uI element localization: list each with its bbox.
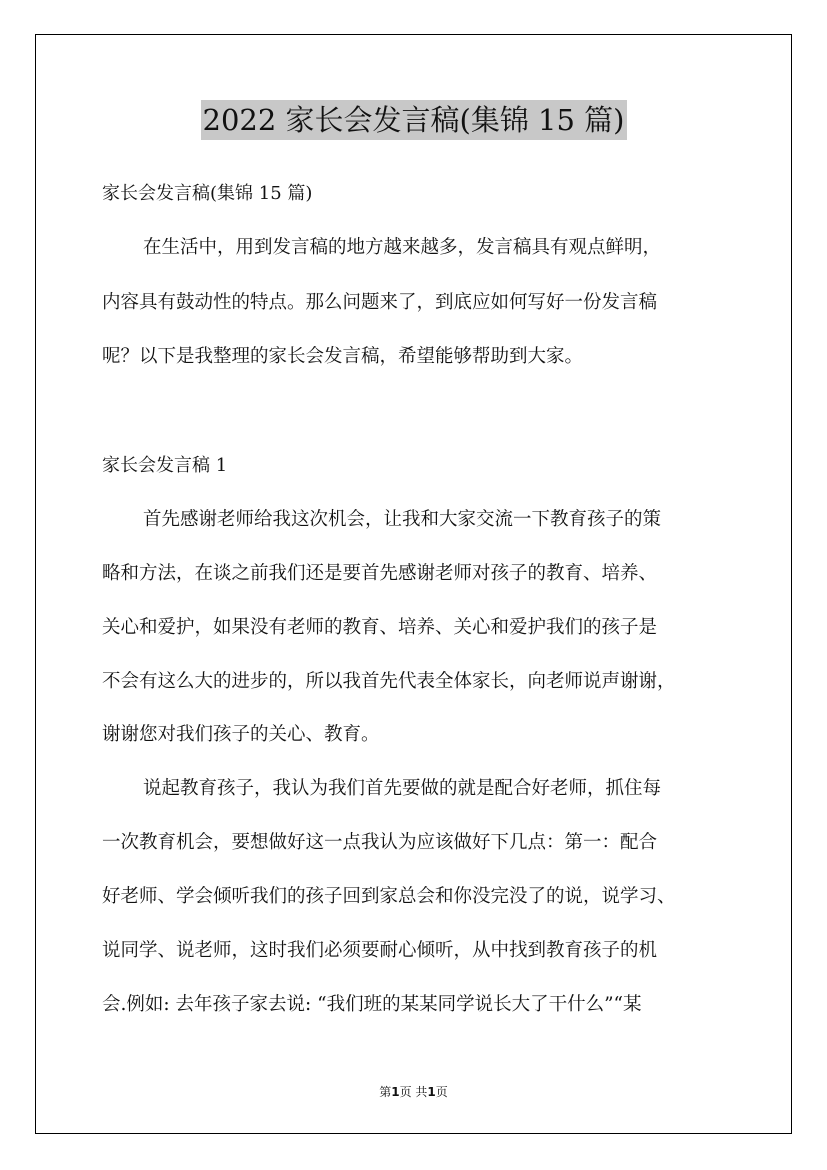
intro-line: 内容具有鼓动性的特点。那么问题来了，到底应如何写好一份发言稿: [102, 292, 658, 313]
section-heading: 家长会发言稿 1: [102, 455, 228, 476]
footer-total-pages: 1: [427, 1085, 436, 1099]
paragraph-line: 一次教育机会，要想做好这一点我认为应该做好下几点：第一：配合: [102, 832, 658, 853]
document-subtitle: 家长会发言稿(集锦 15 篇): [102, 183, 313, 204]
intro-line: 在生活中，用到发言稿的地方越来越多，发言稿具有观点鲜明，: [143, 237, 662, 258]
footer-page-number: 1: [391, 1085, 400, 1099]
document-title: 2022 家长会发言稿(集锦 15 篇): [201, 100, 627, 140]
footer-suffix: 页: [435, 1085, 448, 1099]
paragraph-line: 说起教育孩子，我认为我们首先要做的就是配合好老师，抓住每: [143, 778, 662, 799]
paragraph-line: 谢谢您对我们孩子的关心、教育。: [102, 724, 380, 745]
paragraph-line: 说同学、说老师，这时我们必须要耐心倾听，从中找到教育孩子的机: [102, 940, 658, 961]
paragraph-line: 关心和爱护，如果没有老师的教育、培养、关心和爱护我们的孩子是: [102, 617, 658, 638]
title-wrap: [0, 100, 827, 140]
paragraph-line: 首先感谢老师给我这次机会，让我和大家交流一下教育孩子的策: [143, 509, 662, 530]
paragraph-line: 略和方法，在谈之前我们还是要首先感谢老师对孩子的教育、培养、: [102, 563, 658, 584]
footer-mid: 页 共: [399, 1085, 428, 1099]
footer-prefix: 第: [379, 1085, 392, 1099]
paragraph-line: 不会有这么大的进步的，所以我首先代表全体家长，向老师说声谢谢，: [102, 671, 676, 692]
paragraph-line: 好老师、学会倾听我们的孩子回到家总会和你没完没了的说，说学习、: [102, 886, 676, 907]
paragraph-line: 会.例如: 去年孩子家去说: “我们班的某某同学说长大了干什么”“某: [102, 994, 642, 1015]
page-footer: [0, 1083, 827, 1100]
intro-line: 呢？以下是我整理的家长会发言稿，希望能够帮助到大家。: [102, 346, 584, 367]
